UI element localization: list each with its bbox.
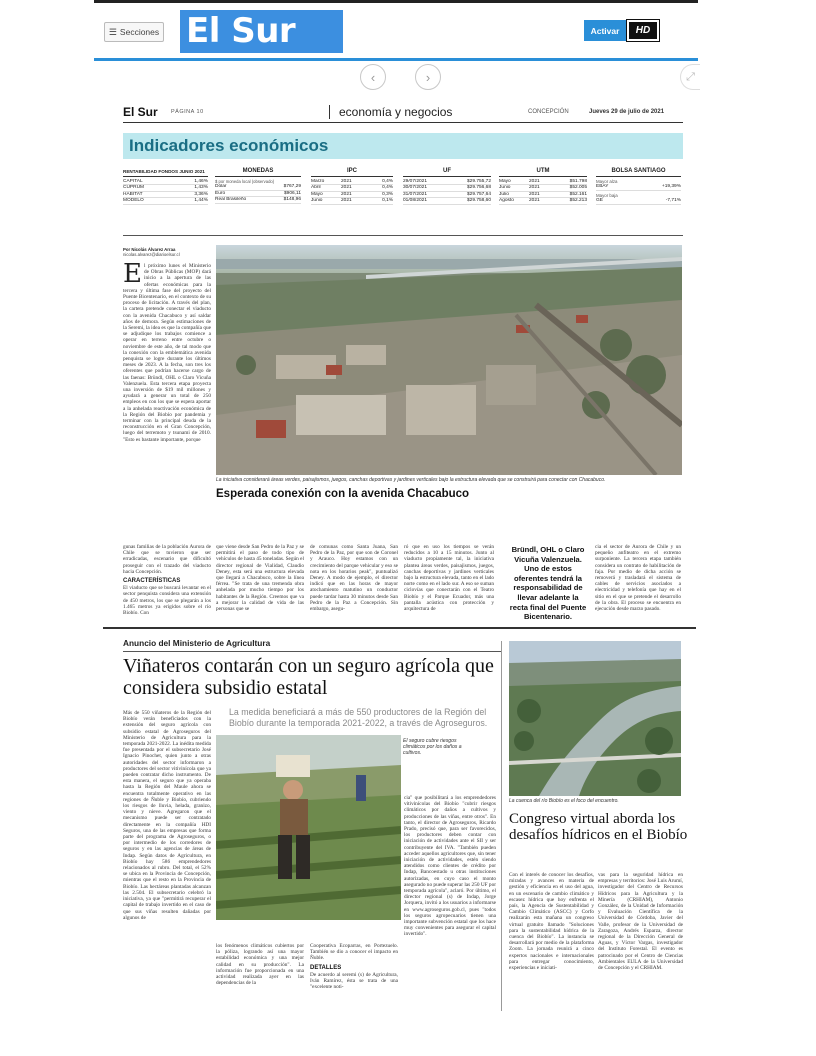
article1-column-2 <box>123 544 211 622</box>
uf-date: 29/07/2021 <box>403 178 428 184</box>
uf-date: 30/07/2021 <box>403 185 428 191</box>
article1-column-6 <box>595 544 681 622</box>
utm-year: 2021 <box>529 198 540 204</box>
chevron-left-icon: ‹ <box>370 69 376 85</box>
bolsa-table <box>596 169 681 205</box>
article1-column-5 <box>404 544 494 622</box>
table-row <box>215 197 301 204</box>
afp-name: HABITAT <box>123 191 143 197</box>
pull-quote: Bründl, OHL o Claro Vicuña Valenzuela. Uno de estos oferentes tendrá la responsabilidad de llevar adelante la recta final del Puente Bicentenario. <box>509 545 587 622</box>
river-photo <box>509 641 681 796</box>
vineyard-photo <box>216 735 401 920</box>
article2-text: los fenómenos climáticos cubiertos por la póliza, logrando así una mayor estabilidad económica y una mejor calidad en su producción". La información fue proporcionada en una actividad realizada ayer en las dependencias de la <box>216 943 304 987</box>
afp-table <box>123 169 208 205</box>
monedas-subheader: $ por moneda local (observado) <box>215 178 275 184</box>
utm-month: Junio <box>499 185 511 191</box>
table-row <box>311 185 393 192</box>
page-masthead <box>123 105 683 123</box>
table-row <box>215 191 301 198</box>
article2-foot-1 <box>216 943 304 1005</box>
uf-value: $29.756,68 <box>466 185 491 191</box>
table-row <box>403 179 491 186</box>
photo-headline: Esperada conexión con la avenida Chacabuco <box>216 488 470 500</box>
article1-text: El viaducto que se buscará levantar en el sector penquista considera una extensión de 450 metros, los que se plegarán a los 1.465 metros ya erigidos sobre el río Biobío. Con <box>123 585 211 617</box>
prev-page-button[interactable] <box>360 64 386 90</box>
afp-value: 1,46% <box>194 178 208 184</box>
river-photo-image <box>509 641 681 796</box>
newspaper-page[interactable] <box>103 95 696 1030</box>
stock-change: -7,71% <box>665 198 681 204</box>
article1-text: cia el sector de Aurora de Chile y un pequeño anfiteatro en el extremo surponiente. La tercera etapa también considera un contrato de habilitación de faja. Por medio de dicha acción se removerá y trasladará el sistema de cables de servicios asociados a electricidad y telefonía que hay en el sitio en el que se pretende el desarrollo de la obra. El proceso se encuentra en ejecución desde marzo pasado. <box>595 544 681 613</box>
ipc-month: Mayo <box>311 191 323 197</box>
article1-text: l próximo lunes el Ministerio de Obras Públicas (MOP) dará inicio a la apertura de las ofertas económicas para la tercera y última fase del proyecto del Puente Bicentenario, en el contexto de su proceso de licitación. A través del plan, la cartera pretende conectar el viaducto con la avenida Chacabuco y así saldar años de demora. Según estimaciones de la Seremi, la idea es que la compañía que se adjudique los trabajos comience a operar en terreno entre octubre o noviembre de este año, de tal modo que la conexión con la emblemática avenida penquista se logre durante los últimos meses de 2023. A la fecha, son tres los oferentes que podrían hacerse cargo de las faenas: Bründl, OHL o Claro Vicuña Valenzuela. Esta tercera etapa proyecta una inversión de $19 mil millones y ayudará a generar un total de 250 empleos en con los que se espera aportar a la anhelada reactivación económica de la Región del Biobío por pandemia y terminar con la principal deuda de la reconstrucción en el Gran Concepción, luego del terremoto y tsunami de 2010. "Esto es bastante importante, porque <box>123 263 211 443</box>
uf-date: 01/08/2021 <box>403 198 428 204</box>
article1-column-4 <box>310 544 398 622</box>
table-row <box>123 192 208 199</box>
afp-name: CAPITAL <box>123 178 143 184</box>
currency-value: $148,96 <box>283 197 301 203</box>
bolsa-header: BOLSA SANTIAGO <box>596 169 681 177</box>
utm-year: 2021 <box>529 178 540 184</box>
ipc-year: 2021 <box>341 185 352 191</box>
utm-table <box>499 169 587 205</box>
kicker-rule <box>123 651 501 652</box>
toolbar-divider <box>94 58 698 61</box>
sections-button[interactable] <box>104 22 164 42</box>
aerial-photo-image <box>216 245 682 475</box>
indicators-rule <box>123 235 683 236</box>
table-row <box>123 179 208 186</box>
article3-column-1 <box>509 872 594 1007</box>
ipc-year: 2021 <box>341 178 352 184</box>
article2-headline[interactable]: Viñateros contarán con un seguro agrícola que considera subsidio estatal <box>123 655 494 699</box>
table-row <box>311 192 393 199</box>
ipc-year: 2021 <box>341 191 352 197</box>
article1-column-1 <box>123 263 211 536</box>
detalles-subhead: DETALLES <box>310 964 342 971</box>
article2-text: Cooperativa Ecoparras, en Portezuelo. También se dio a conocer el impacto en Ñuble. <box>310 943 398 962</box>
utm-header: UTM <box>499 169 587 177</box>
ipc-month: Marzo <box>311 178 325 184</box>
hd-badge[interactable]: HD <box>627 20 659 41</box>
ipc-year: 2021 <box>341 198 352 204</box>
section-title: economía y negocios <box>339 105 453 119</box>
uf-date: 31/07/2021 <box>403 191 428 197</box>
article1-text: de comunas como Santa Juana, San Pedro de la Paz, por que son de Coronel y Arauco. Hoy estamos con un crecimiento del parque vehicular y eso se nota en los horarios peak", puntualizó Deney. A modo de ejemplo, el director indicó que en las horas de mayor atochamiento matutino un conductor puede tardar hasta 30 minutos desde San Pedro de la Paz a Concepción. Sin embargo, asegu- <box>310 544 398 613</box>
stock-change: +19,39% <box>661 184 681 190</box>
article3-headline[interactable]: Congreso virtual aborda los desafíos hídricos en el Biobío <box>509 811 688 843</box>
ipc-month: Abril <box>311 185 321 191</box>
utm-month: Julio <box>499 191 509 197</box>
section-divider <box>103 627 696 629</box>
ipc-value: 0,4% <box>382 185 393 191</box>
afp-name: MODELO <box>123 198 144 204</box>
activate-button[interactable]: Activar <box>584 20 626 41</box>
table-row <box>403 185 491 192</box>
article2-text: Más de 550 viñateros de la Región del Biobío verán beneficiados con la extensión del seguro agrícola con subsidio estatal de Agroseguros del Ministerio de Agricultura para la temporada 2021-2022. La inédita medida fue presentada por el subsecretario José Ignacio Pinochet, quien junto a otras autoridades del sector informaron a productores del sector vitivinícola que ya pueden contratar dicho instrumento. De esta manera, el seguro que ya operaba hasta la Región del Maule ahora se encuentra totalmente operativo en las regiones de Ñuble y Biobío, cubriendo los riesgos de lluvia, helada, granizo, viento y nieve. Agregaron que el mecanismo puede ser contratado directamente en la compañía HDI Seguros, una de las empresas que forma parte del programa de Agroseguros, o por intermedio de los corredores de seguros y en las agencias de áreas de Indap. Según datos de Agricultura, en Biobío hay 586 emprendedores relacionados al rubro. Del total, el 52% se ubica en la Provincia de Concepción, mientras que el resto en la Provincia de Biobío. Las hectáreas plantadas alcanzan las 2.504. El subsecretario celebró la iniciativa, ya que "permitirá recuperar el capital de trabajo invertido en el caso de que sus viñas resulten dañadas por algunos de <box>123 710 211 921</box>
article1-column-3 <box>216 544 304 622</box>
photo-caption: La iniciativa considerará áreas verdes, paisajismos, juegos, canchas deportivas y jardines verticales bajo la estructura elevada que se construirá para conectar con Chacabuco. <box>216 477 606 483</box>
article3-text: Con el interés de conocer los desafíos, miradas y avances en materia de gestión y eficiencia en el uso del agua, en un escenario de cambio climático y escasez hídrica que hoy enfrenta el país, la Agencia de Sustentabilidad y Cambio Climático (ASCC) y Corfo realizarán esta mañana un congreso virtual gratuito llamado "Soluciones para la sustentabilidad hídrica de la cuenca del Biobío". La instancia se desarrollará por medio de la plataforma Zoom. La jornada reunirá a cinco expertos nacionales e internacionales para entregar conocimiento, experiencias e iniciati- <box>509 872 594 972</box>
afp-value: 1,44% <box>194 198 208 204</box>
masthead-date: Jueves 29 de julio de 2021 <box>589 109 665 115</box>
ipc-month: Junio <box>311 198 323 204</box>
utm-value: $51.798 <box>569 178 587 184</box>
currency-name: Dólar <box>215 184 227 190</box>
page-number: PÁGINA 10 <box>171 109 204 115</box>
article2-text: De acuerdo al seremi (s) de Agricultura, Iván Ramírez, ésta se trata de una "excelente noti- <box>310 971 398 991</box>
bolsa-baja-label: Mayor baja <box>596 192 618 198</box>
subhead: CARACTERÍSTICAS <box>123 578 181 585</box>
masthead-logo: El Sur <box>123 105 158 119</box>
monedas-header: MONEDAS <box>215 169 301 177</box>
article1-text: gunas familias de la población Aurora de Chile que se tuvieron que ser erradicadas, escenario que dificultó proseguir con el trazado del viaducto hacia Concepción. <box>123 544 211 575</box>
uf-value: $29.755,72 <box>466 178 491 184</box>
article1-text: ró que en uso los tiempos se verán reducidos a 10 a 15 minutos. Junto al viaducto propiamente tal, la iniciativa plantea áreas verdes, paisajismos, juegos, canchas deportivas y jardines verticales bajo la estructura elevada, tanto en el lado norte como en el lado sur. A eso se suman ciclovías que conectarán con el Teatro Biobío y el Parque Ecuador, más una pantalla acústica con protección y arquitectura de <box>404 544 494 613</box>
article2-column-1 <box>123 710 211 1005</box>
sections-label: Secciones <box>119 27 160 37</box>
table-row <box>123 198 208 205</box>
uf-value: $29.758,60 <box>466 198 491 204</box>
chevron-right-icon: › <box>425 69 431 85</box>
uf-value: $29.757,64 <box>466 191 491 197</box>
table-row <box>499 185 587 192</box>
currency-value: $767,29 <box>283 184 301 190</box>
utm-year: 2021 <box>529 185 540 191</box>
afp-value: 1,43% <box>194 185 208 191</box>
currency-name: Real Brasileño <box>215 197 247 203</box>
article2-column-3 <box>404 795 496 1005</box>
table-row <box>499 198 587 205</box>
table-row <box>215 184 301 191</box>
ipc-value: 0,4% <box>382 178 393 184</box>
table-row <box>311 179 393 186</box>
article3-column-2 <box>598 872 683 1007</box>
vineyard-photo-image <box>216 735 401 920</box>
ipc-table <box>311 169 393 205</box>
ipc-value: 0,1% <box>382 198 393 204</box>
ipc-header: IPC <box>311 169 393 177</box>
byline-name: Por Nicolás Álvarez Arraa <box>123 247 176 252</box>
masthead-city: CONCEPCIÓN <box>528 109 569 115</box>
table-row <box>499 179 587 186</box>
table-row <box>403 192 491 199</box>
expand-icon: ⤢ <box>686 70 695 83</box>
article2-foot-2 <box>310 943 398 1005</box>
byline-email: nicolas.alvarez@diarioelsur.cl <box>123 252 180 258</box>
indicators-title: Indicadores económicos <box>129 136 329 155</box>
table-row <box>311 198 393 205</box>
utm-month: Agosto <box>499 198 514 204</box>
currency-name: Euro <box>215 190 226 196</box>
aerial-photo <box>216 245 682 475</box>
currency-value: $906,11 <box>284 190 301 196</box>
afp-header: RENTABILIDAD FONDOS JUNIO 2021 <box>123 169 208 177</box>
stock-name: GE <box>596 198 603 204</box>
byline <box>123 247 215 257</box>
article2-text: cia" que posibilitará a los emprendedores vitivinícolas del Biobío "cubrir riesgos climáticos por daños a cultivos y producciones de las viñas, entre otros". En tanto, el director de Agroseguros, Ricardo Prado, precisó que, para ser favorecidos, los productores deben contar con iniciación de actividades ante el SII y ser contribuyente del IVA. "También pueden acceder aquellos agricultores que, sin tener iniciación de actividades, estén siendo atendidos como clientes de crédito por Indap, Bancoestado u otras instituciones autorizadas, en cuyo caso el monto asegurado no puede superar las 250 UF por temporada agrícola", aclaró. Por último, el director regional (s) de Indap, Jorge Jorquera, invitó a los usuarios a informarse en www.agroseguros.gob.cl, pues "todos los seguros agropecuarios tienen una importante subvención estatal que los hace muy convenientes para asegurar el capital invertido". <box>404 795 496 938</box>
masthead-divider <box>329 105 330 119</box>
bolsa-alza-label: Mayor alza <box>596 178 618 184</box>
table-row <box>596 184 681 191</box>
article3-text: vas para la seguridad hídrica en empresas y territorios: José Luis Arumí, investigador del Centro de Recursos Hídricos para la Agricultura y la Minería (CRHIAM), Antonio González, de la Unidad de Información y Evaluación Científica de la Universidad de Córdoba, Javier del Valle, profesor de la Universidad de Zaragoza, Andrés Esparza, director regional de la Dirección General de Aguas, y Víctor Vargas, investigador del Instituto Forestal. El evento es patrocinado por el Centro de Ciencias Ambientales EULA de la Universidad de Concepción y el CRHIAM. <box>598 872 683 972</box>
afp-value: 3,36% <box>194 191 208 197</box>
fullscreen-button[interactable] <box>680 64 700 90</box>
article1-text: que viene desde San Pedro de la Paz y se permitirá el paso de todo tipo de vehículos de hasta 45 toneladas. Según el director regional de Vialidad, Claudio Deney, esta será una estructura elevada que llegará a Chacabuco, sobre la línea férrea. "Se trata de una tremenda obra anhelada por mucho tiempo por los habitantes de la Región. Creemos que va a mejorar la calidad de vida de las personas que se <box>216 544 304 613</box>
table-row <box>596 198 681 205</box>
river-caption: La cuenca del río Biobío es el foco del encuentro. <box>509 798 619 804</box>
utm-month: Mayo <box>499 178 511 184</box>
utm-value: $52.005 <box>569 185 587 191</box>
stock-name: EBAY <box>596 184 609 190</box>
monedas-table <box>215 169 301 204</box>
table-row <box>499 192 587 199</box>
brand-logo[interactable]: El Sur <box>180 10 343 53</box>
menu-icon: ☰ <box>108 26 117 37</box>
utm-year: 2021 <box>529 191 540 197</box>
vineyard-caption: El seguro cubre riesgos climáticos por los daños a cultivos. <box>403 738 462 756</box>
table-row <box>123 185 208 192</box>
uf-header: UF <box>403 169 491 177</box>
next-page-button[interactable] <box>415 64 441 90</box>
ipc-value: 0,3% <box>382 191 393 197</box>
viewer-toolbar <box>94 3 698 58</box>
utm-value: $52.213 <box>569 198 587 204</box>
dropcap: E <box>123 263 142 289</box>
indicators-banner <box>123 133 683 159</box>
table-row <box>403 198 491 205</box>
utm-value: $52.161 <box>569 191 587 197</box>
afp-name: CUPRUM <box>123 185 145 191</box>
uf-table <box>403 169 491 205</box>
column-divider <box>501 641 502 1011</box>
article2-deck: La medida beneficiará a más de 550 productores de la Región del Biobío durante la temporada 2021-2022, a través de Agroseguros. <box>229 707 488 728</box>
article2-kicker: Anuncio del Ministerio de Agricultura <box>123 638 271 648</box>
